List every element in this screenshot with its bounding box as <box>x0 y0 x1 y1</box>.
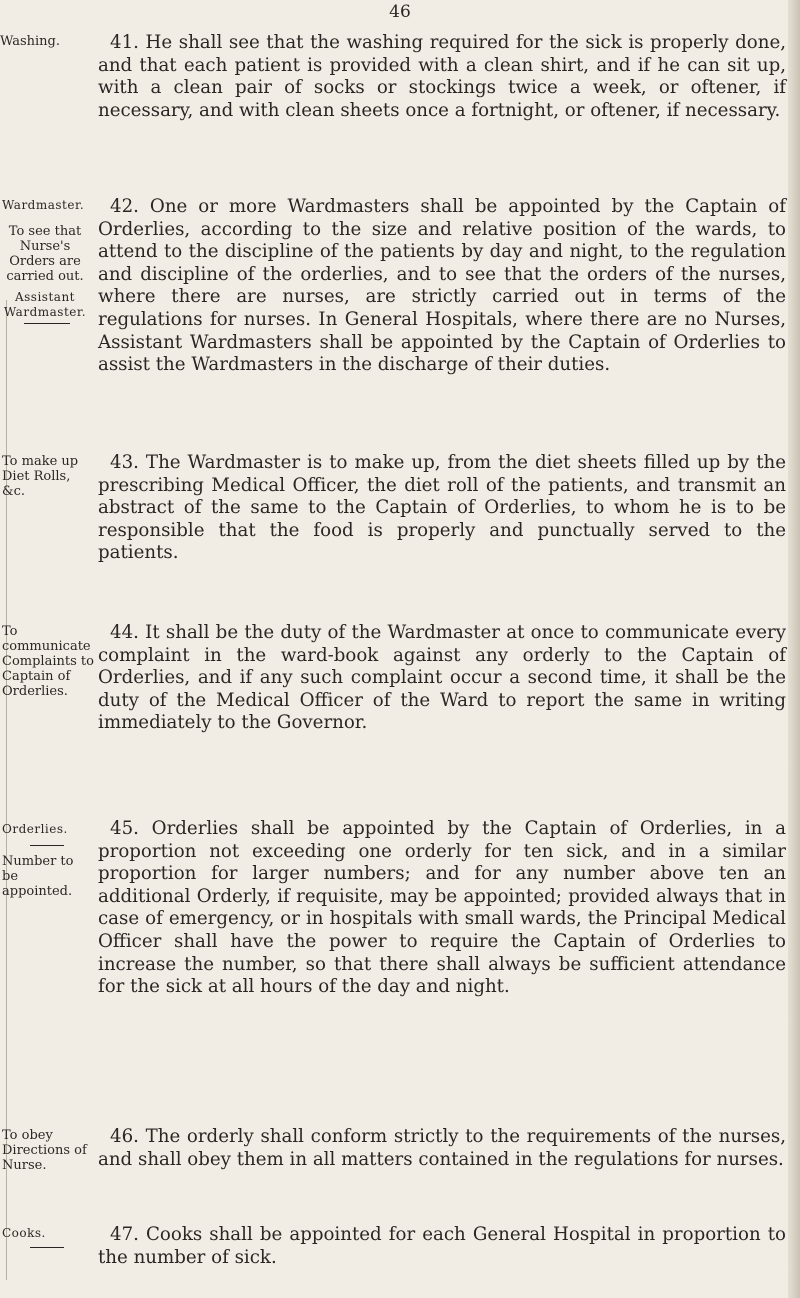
margin-heading: Orderlies. <box>2 822 68 836</box>
margin-note-text: To communicate Complaints to Captain of Orderlies. <box>2 624 94 699</box>
paragraph-body: 44. It shall be the duty of the Wardmaster at once to communicate every complaint in the ward-book against any orderly to the Captain of Orderlies, and if any such complaint occur a second time, it shall be the duty of the Medical Officer of the Ward to report the same in writing immediately to the Governor. <box>98 622 786 734</box>
paragraph-text <box>98 196 786 377</box>
margin-note-text: Washing. <box>0 34 61 49</box>
paragraph-body: 43. The Wardmaster is to make up, from the diet sheets filled up by the prescribing Medical Officer, the diet roll of the patients, and transmit an abstract of the same to the Captain of Orderlies, to whom he is to be responsible that the food is properly and punctually served to the patients. <box>98 452 786 564</box>
paragraph-text <box>98 818 786 999</box>
margin-underline <box>24 323 70 324</box>
margin-note-cooks <box>2 1226 88 1256</box>
margin-heading: Assistant Wardmaster. <box>3 290 87 319</box>
margin-note-text: To see that Nurse's Orders are carried out. <box>6 224 84 284</box>
paragraph-text <box>98 622 786 735</box>
margin-heading: Wardmaster. <box>2 198 85 212</box>
paragraph-body: 42. One or more Wardmasters shall be appointed by the Captain of Orderlies, according to the size and relative position of the wards, to attend to the discipline of the patients by day and night, to the regulation and discipline of the orderlies, and to see that the orders of the nurses, where there are nurses, are strictly carried out in terms of the regulations for nurses. In General Hospitals, where there are no Nurses, Assistant Wardmasters shall be appointed by the Captain of Orderlies to assist the Wardmasters in the discharge of their duties. <box>98 196 786 376</box>
margin-dash <box>30 1247 64 1248</box>
page-number: 46 <box>389 2 411 22</box>
margin-dash <box>30 845 64 846</box>
margin-heading: Cooks. <box>2 1226 46 1240</box>
paragraph-text <box>98 1126 786 1171</box>
margin-note-text: To obey Directions of Nurse. <box>2 1128 87 1173</box>
page-edge-shadow <box>788 0 800 1298</box>
margin-note-washing <box>0 34 86 49</box>
margin-note-orderlies <box>2 822 88 899</box>
margin-note-text: To make up Diet Rolls, &c. <box>2 454 79 499</box>
margin-note-assistant-wardmaster <box>2 290 88 324</box>
margin-note-diet-rolls <box>2 454 88 499</box>
paragraph-body: 41. He shall see that the washing required for the sick is properly done, and that each patient is provided with a clean shirt, and if he can sit up, with a clean pair of socks or stockings twice a week, or oftener, if necessary, and with clean sheets once a fortnight, or oftener, if necessary. <box>98 32 786 121</box>
paragraph-text <box>98 32 786 122</box>
paragraph-text <box>98 1224 786 1269</box>
paragraph-body: 45. Orderlies shall be appointed by the Captain of Orderlies, in a proportion not exceeding one orderly for ten sick, and in a similar proportion for larger numbers; and for any number above ten an additional Orderly, if requisite, may be appointed; provided always that in case of emergency, or in hospitals with small wards, the Principal Medical Officer shall have the power to require the Captain of Orderlies to increase the number, so that there shall always be sufficient attendance for the sick at all hours of the day and night. <box>98 818 786 998</box>
margin-note-wardmaster <box>2 198 88 213</box>
paragraph-body: 46. The orderly shall conform strictly to the requirements of the nurses, and shall obey them in all matters contained in the regulations for nurses. <box>98 1126 786 1170</box>
margin-note-complaints <box>2 624 94 699</box>
paragraph-body: 47. Cooks shall be appointed for each General Hospital in proportion to the number of sick. <box>98 1224 786 1268</box>
margin-note-nurses-orders <box>2 224 88 284</box>
paragraph-text <box>98 452 786 565</box>
margin-note-obey-nurse <box>2 1128 94 1173</box>
margin-note-text: Number to be appointed. <box>2 854 74 899</box>
